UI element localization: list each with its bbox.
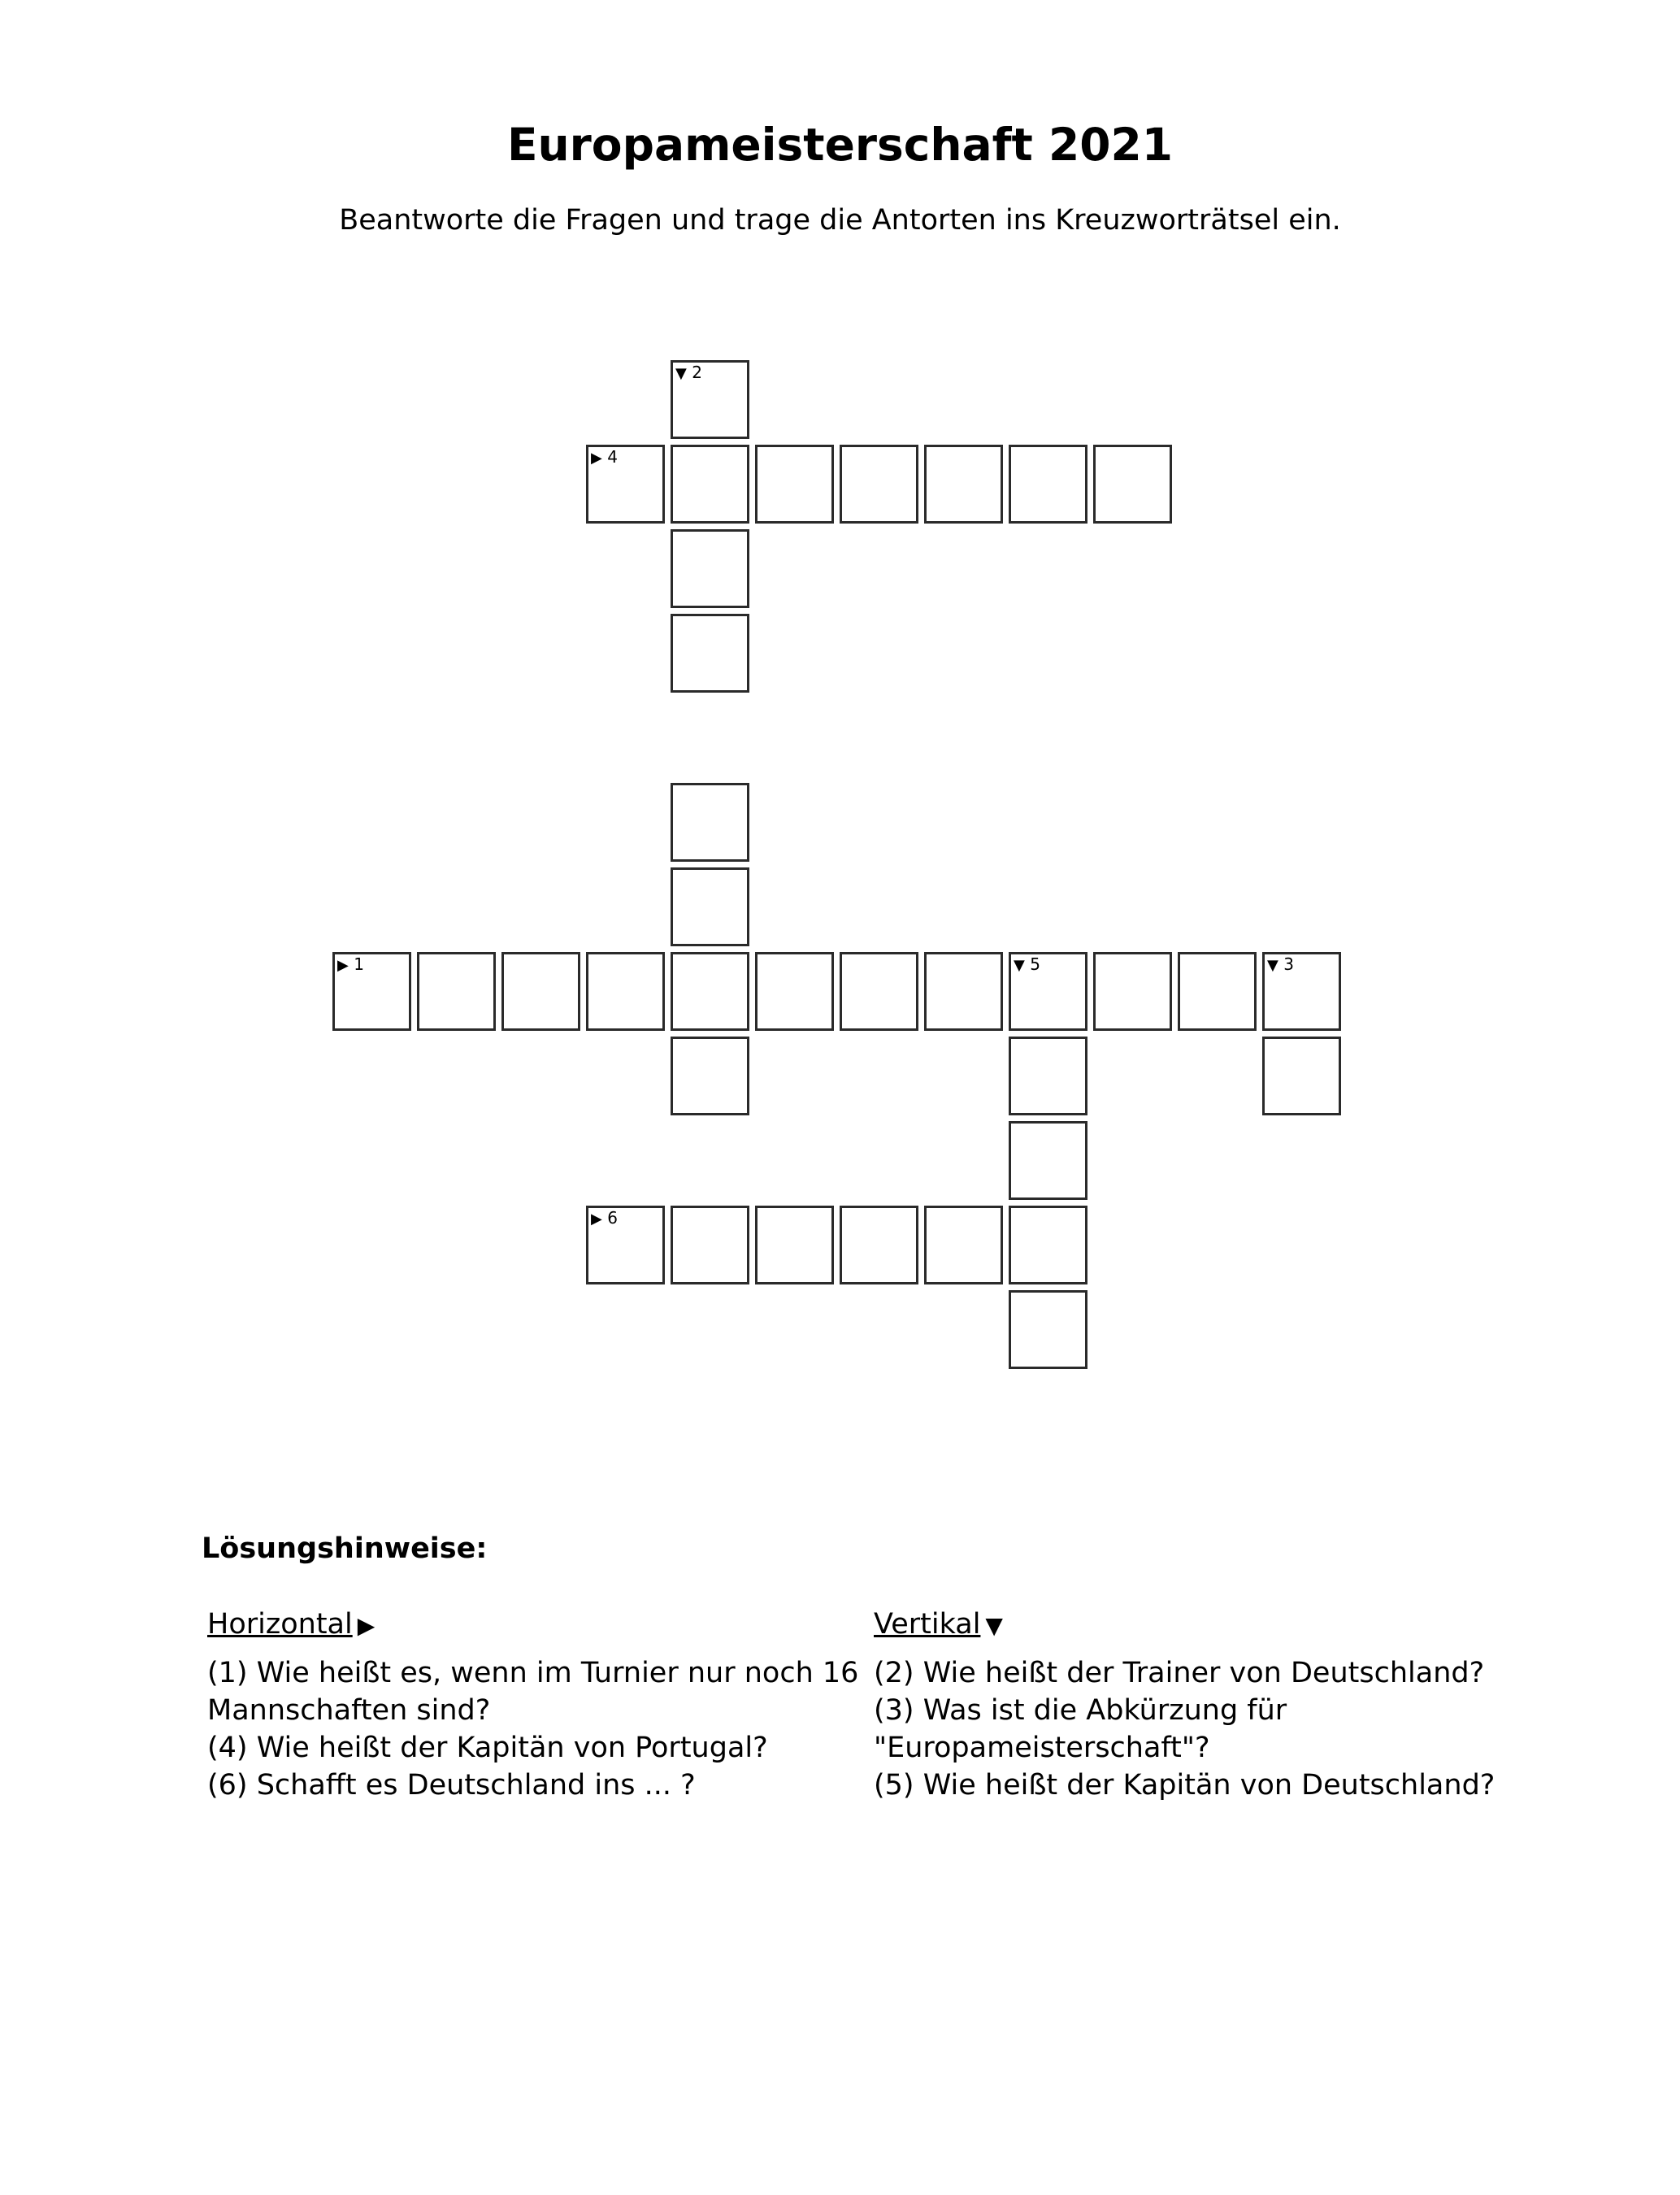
horizontal-clues (207, 1606, 874, 1804)
crossword-cell[interactable] (671, 529, 749, 608)
crossword-cell[interactable] (755, 1206, 834, 1284)
crossword-cell[interactable] (1009, 1290, 1087, 1369)
crossword-cell[interactable] (586, 952, 665, 1031)
crossword-cell[interactable] (586, 445, 665, 524)
crossword-cell[interactable] (1262, 1037, 1341, 1115)
instructions: Beantworte die Fragen und trage die Antorten ins Kreuzworträtsel ein. (339, 204, 1341, 237)
crossword-cell[interactable] (671, 360, 749, 439)
crossword-cell[interactable] (417, 952, 496, 1031)
crossword-cell[interactable] (671, 445, 749, 524)
crossword-cell[interactable] (586, 1206, 665, 1284)
crossword-cell[interactable] (501, 952, 580, 1031)
crossword-cell[interactable] (1093, 952, 1172, 1031)
clue-marker-6: ▶ 6 (591, 1208, 618, 1228)
crossword-cell[interactable] (671, 867, 749, 946)
down-arrow-icon: ▼ (985, 1612, 1003, 1639)
page-title: Europameisterschaft 2021 (506, 119, 1174, 171)
crossword-cell[interactable] (1009, 952, 1087, 1031)
clue-text: (6) Schafft es Deutschland ins ... ? (207, 1769, 696, 1802)
vertical-heading: Vertikal ▼ (874, 1606, 1540, 1645)
crossword-cell[interactable] (1009, 1121, 1087, 1200)
crossword-cell[interactable] (1009, 1206, 1087, 1284)
crossword-cell[interactable] (840, 445, 918, 524)
crossword-cell[interactable] (1009, 1037, 1087, 1115)
clue-text: (3) Was ist die Abkürzung für "Europameisterschaft"? (874, 1694, 1287, 1764)
crossword-cell[interactable] (924, 445, 1003, 524)
crossword-cell[interactable] (1262, 952, 1341, 1031)
right-arrow-icon: ▶ (357, 1612, 376, 1639)
clue-text: (4) Wie heißt der Kapitän von Portugal? (207, 1732, 768, 1764)
crossword-cell[interactable] (840, 1206, 918, 1284)
crossword-cell[interactable] (1009, 445, 1087, 524)
clue-text: (1) Wie heißt es, wenn im Turnier nur noch 16 Mannschaften sind? (207, 1657, 859, 1727)
crossword-cell[interactable] (671, 614, 749, 693)
crossword-cell[interactable] (332, 952, 411, 1031)
horizontal-heading: Horizontal ▶ (207, 1606, 874, 1645)
clue-text: (5) Wie heißt der Kapitän von Deutschland? (874, 1769, 1496, 1802)
vertical-clues (874, 1606, 1540, 1804)
crossword-cell[interactable] (1178, 952, 1257, 1031)
clue-text: (2) Wie heißt der Trainer von Deutschland? (874, 1657, 1485, 1689)
crossword-cell[interactable] (671, 1206, 749, 1284)
crossword-cell[interactable] (671, 783, 749, 862)
clue-marker-5: ▼ 5 (1014, 954, 1040, 974)
crossword-cell[interactable] (671, 952, 749, 1031)
crossword-cell[interactable] (924, 952, 1003, 1031)
crossword-cell[interactable] (1093, 445, 1172, 524)
crossword-cell[interactable] (924, 1206, 1003, 1284)
crossword-cell[interactable] (840, 952, 918, 1031)
clue-marker-4: ▶ 4 (591, 447, 618, 467)
crossword-cell[interactable] (755, 445, 834, 524)
clue-marker-2: ▼ 2 (675, 363, 702, 382)
clue-marker-3: ▼ 3 (1267, 954, 1294, 974)
crossword-cell[interactable] (671, 1037, 749, 1115)
hints-heading: Lösungshinweise: (202, 1532, 488, 1565)
clue-marker-1: ▶ 1 (337, 954, 364, 974)
crossword-cell[interactable] (755, 952, 834, 1031)
